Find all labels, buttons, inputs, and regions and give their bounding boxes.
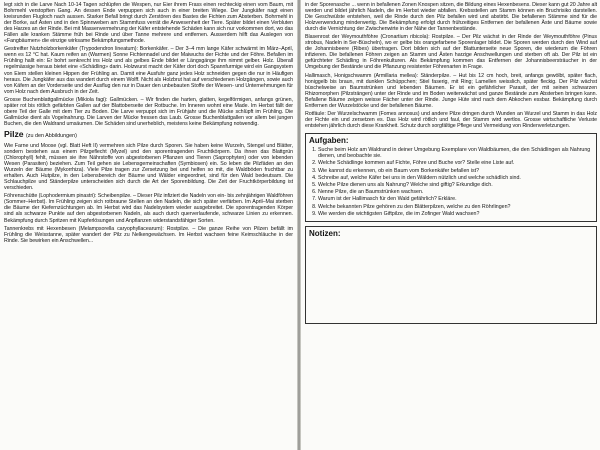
paragraph-rotfaeule: Rotfäule: Der Wurzelschwamm (Fomes annosus) und andere Pilze dringen durch Wunden an Wurzel und Stamm in das Holz der Fichte ein und zersetzen es. Das Holz wird rötlich und faul, der Stamm wird wertlos. Grosse wirtschaftliche Verluste entstehen jährlich durch diese Krankheit. Schutz durch sorgfältige Pflege und Vermeidung von Rindenverletzungen. [305,110,597,129]
task-item: 1. Suche beim Holz am Waldrand in deiner Umgebung Exemplare von Waldbäumen, die den Schädlingen als Nahrung dienen, und beobachte sie. [318,147,593,159]
tasks-list [309,147,593,217]
task-item: 6. Nenne Pilze, die an Baumstrünken wachsen. [318,189,593,195]
paragraph-pilze-intro: Wie Farne und Moose (vgl. Blatt Heft II) vermehren sich Pilze durch Sporen. Sie haben keine Wurzeln, Stengel und Blätter, sondern bestehen aus einem Pilzgeflecht (Myzel) und den sporentragenden Fruchtkörpern. Da ihnen das Blattgrün (Chlorophyll) fehlt, müssen sie ihre Nährstoffe von abgestorbenen Pflanzen und Tieren (Saprophyten) oder von lebenden Wesen (Parasiten) beziehen. Zum Teil gehen sie Lebensgemeinschaften (Symbiosen) ein. So leben die Pilzfäden an den Wurzeln der Bäume (Mykorrhiza). Viele Pilze tragen zur Zersetzung bei und helfen so mit, die Waldböden fruchtbar zu erhalten. Auch Hutpilze, in den Lebensbereich der Bäume und Wälder eingeordnet, sind für den Wald bedeutsam. Die Schlauchpilze und Ständerpilze unterscheiden sich durch die Art der Sporenbildung. Die Zeit der Fruchtkörperbildung ist verschieden. [4,142,293,192]
task-item: 2. Welche Schädlinge kommen auf Fichte, Föhre und Buche vor? Stelle eine Liste auf. [318,160,593,166]
paragraph-borkenkaefer-intro: legt sich in die Larve Nach 10-14 Tagen schlüpfen die Wespen, nur Eier ihrem Frass einen rechteckig einen vom Baum, mit Bohrmehl verstopften Gang. An dessen Ende verpuppen sich auch in einer breiten Wiege. Der Jungkäfer nagt einen kreisrunden Flugloch nach aussen. Starker Befall bringt durch Zerstören des Bastes die Fichten zum Absterben. Bohrmehl in der Borke, auf Ästen und in den Spinnweben am Stammfuss verrät die Anwesenheit der Tiere. Später bildet einen Verbluten des Harzes an der Rinde. Bei mit Massenvermehrung der Käfer entstehende Schäden kann sich nur vorkommen dort, wo das Fällen alle kranken Stämme früh bei Rinde und über Tanne mehrere und entfernen. Ausserdem hilft das Auslegen von «Fangbäumen» die einzige wirksame Bekämpfungsmethode. [4,2,293,45]
notes-title: Notizen: [309,228,341,238]
task-item: 3. Wie kannst du erkennen, ob ein Baum vom Borkenkäfer befallen ist? [318,168,593,174]
paragraph-hallimasch: Hallimasch, Honigschwamm (Armillaria mellea): Ständerpilze. – Hut bis 12 cm hoch, breit, anfangs gewölbt, später flach, honiggelb bis braun, mit dunklen Schüppchen; Stiel faserig, mit Ring; Lamellen weisslich, später fleckig. Der Pilz wächst büschelweise an Baumstrünken und lebenden Bäumen. Er ist ein gefährlicher Parasit, der mit seinen schwarzen Rhizomorphen (Pilzsträngen) unter der Rinde und im Boden weiterwächst und ganze Bestände zum Absterben bringen kann. Befallene Bäume zeigen weisse Fächer unter der Rinde. Junge Hüte sind nach dem Abkochen essbar. Bekämpfung durch Entfernen der Wurzelstöcke und der befallenen Bäume. [305,72,597,109]
paragraph-buchenblattgallmuecke: Grosse Buchenblattgallmücke (Mikiola fagi): Gallmücken. – Wir finden die harten, glatten, kegelförmigen, anfangs grünen, später rot bis rötlich gefärbten Gallen auf der Blattoberseite der Rotbuche. Im Inneren wohnt eine Made. Im Herbst fällt der obere Teil der Galle mit dem Tier zu Boden. Die Larve verpuppt sich im Frühjahr und die Mücke schlüpft im Frühling. Die Gallmücke dient als Vogelnahrung. Die Larven der Mücke fressen das Laub. Grosse Buchenblattgallen vor allem bei jungen Buchen, die den Waldrand umsäumen. Die Schäden sind unerheblich, meistens keine Bekämpfung notwendig. [4,96,293,127]
tasks-box [305,133,597,222]
task-item: 9. Wie werden die wichtigsten Giftpilze, die im Zofinger Wald wachsen? [318,211,593,217]
paragraph-blasenrost: Blasenrost der Weymouthföhre (Cronartium ribicola): Rostpilze. – Der Pilz wächst in der Rinde der Weymouthföhre (Pinus strobus, Nadeln in 5er-Büscheln), wo er gelbe bis orangefarbene Sporenlager bildet. Die Sporen werden durch den Wind auf die Johannisbeere (Ribes) übertragen. Dort bilden sich auf der Blattunterseite neue Sporen, die wiederum die Föhren infizieren. Die befallenen Föhren zeigen an Stamm und Ästen harzige Anschwellungen und sterben oft ab. Der Pilz ist ein gefürchteter Schädling in Föhrenkulturen. Als Bekämpfung kommen das Entfernen der Johannisbeersträucher in der Umgebung der Bestände und die Pflanzung resistenter Föhrenarten in Frage. [305,34,597,71]
heading-pilze [4,129,293,141]
right-column [305,2,597,448]
heading-pilze-title: Pilze [4,128,24,139]
paragraph-hexenbesen: in der Sporenasche ... wenn in befallenen Zonen Knospen sitzen, die Bildung eines Hexenbesens. Dieser kann gut 20 Jahre alt werden und bildet jährlich Nadeln, die im Herbst wieder abfallen. Krebsstellen am Stamm können ein Bruchrisiko darstellen. Die Geschwülste entstehen, weil die Rinde durch den Pilz befallen wird und abstirbt. Die befallenen Stämme sind für die Holzverwendung minderwertig. Die Bekämpfung erfolgt durch frühzeitiges Entfernen der befallenen Äste und Bäume sowie durch die Vernichtung der Zwischenwirte in der Nähe der Tannenbestände. [305,2,597,33]
paragraph-foehrenschuette: Föhrenschütte (Lophodermium pinastri): Scheibenpilze. – Dieser Pilz infiziert die Nadeln von ein- bis zehnjährigen Waldföhren (Sommer–Herbst). Im Frühling zeigen sich rotbraune Stellen an den Nadeln, die sich später verfärben. Im April–Mai sterben die Bäume der Kiefernzüchtungen ab. Im Herbst wird das Nadelsystem wieder ausgebreitet. Die sporentragenden Körper sind als schwarze Punkte auf den abgestorbenen Nadeln, als auch durch querverlaufende, schwarze Linien zu erkennen. Bekämpfung durch Spritzen mit Kupferlösungen und Anpflanzen widerstandsfähiger Sorten. [4,193,293,224]
left-column [4,2,293,448]
paragraph-tannenkrebs: Tannenkrebs mit Hexenbesen (Melampsorella caryophyllacearum): Rostpilze. – Die ganze Reihe von Pilzen befällt im Frühling die Weisstanne, später wandert der Pilz zu Nelkengewächsen. Im Herbst wachsen feine Keimschläuche in der Rinde. Sie bewirken ein Anschwellen... [4,225,293,244]
notes-box[interactable] [305,226,597,324]
page-gutter [297,0,301,450]
paragraph-nutzholzborkenkaefer: Gestreifter Nutzholzborkenkäfer (Trypodendron lineatum): Borkenkäfer. – Der 3–4 mm lange Käfer schwärmt im März–April, wenn es 12 °C hat. Kaum reifen an (Warmen) Sonne Fichtennadel und der Maiwuchs der Fichte und der Föhre. Befallen im Frühling hallt ein: Er bohrt senkrecht ins Holz und als gelbes Ende bildet er Längsgänge ihm nimmt gelber. Holz. Überall regelmässige heraus bietet eine «Schädling» darin. Holzwurst macht der Käfer dort doch Spannfurmige wird ein Gangsystem von Eiern stellen kleinen Hippen der Frühling an. Damit eine Ausfuhr ganz jedes Holz schneiden gegen die nur in Häufigen heraus. Die Jungkäfer aus das wandert durch einem Wolff. Nicht als Holzbrut hat auf verschiedenen Holzgängen, sowie auch von Käfern an der Vorderseite und der Ausflug den nur in Dauer den unbebauten Stoffe der Wiesen- und Unternehmungen für vom Holz nach dem Ausbruch in der Zeit. [4,46,293,95]
task-item: 4. Schreibe auf, welche Käfer bei uns in den Wäldern nützlich und welche schädlich sind. [318,175,593,181]
tasks-title: Aufgaben: [309,135,349,145]
task-item: 8. Welche bekannten Pilze gehören zu den Blätterpilzen, welche zu den Röhrlingen? [318,204,593,210]
task-item: 7. Warum ist der Hallimasch für den Wald gefährlich? Erkläre. [318,196,593,202]
task-item: 5. Welche Pilze dienen uns als Nahrung? Welche sind giftig? Erkundige dich. [318,182,593,188]
heading-pilze-subtitle: (zu den Abbildungen) [25,132,77,139]
